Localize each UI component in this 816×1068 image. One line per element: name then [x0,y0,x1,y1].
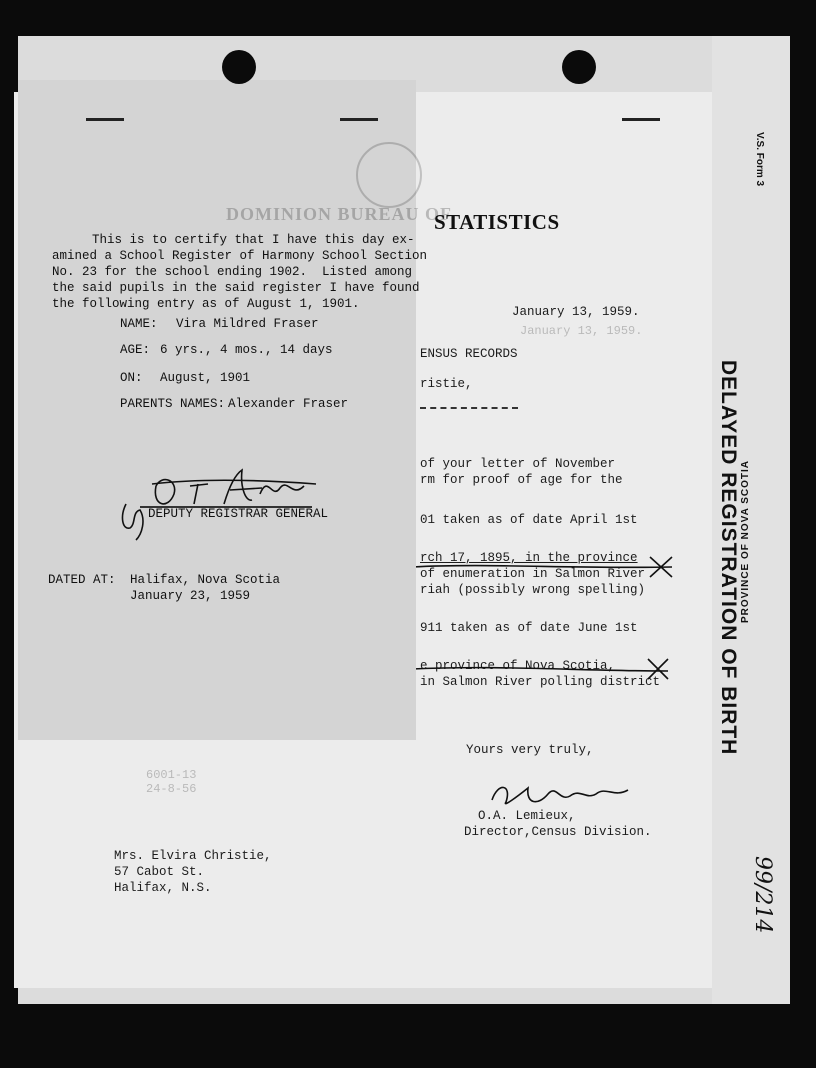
closing: Yours very truly, [466,743,594,757]
staple-1 [86,118,124,121]
strike-marks [410,555,700,685]
cert-intro-line-4: the said pupils in the said register I have found [52,281,420,295]
letter-body-line-9: in Salmon River polling district [420,675,661,689]
signature-title: Director,Census Division. [464,825,652,839]
bureau-heading-ghost: DOMINION BUREAU OF [226,204,453,224]
punch-hole-right [562,50,596,84]
letter-body-line-7: 911 taken as of date June 1st [420,621,638,635]
bureau-seal-ghost [356,142,422,208]
name-value: Vira Mildred Fraser [176,317,319,331]
name-label: NAME: [120,317,158,331]
subject-underline [420,407,518,409]
letter-body-line-8: e province of Nova Scotia, [420,659,616,673]
registrar-title: DEPUTY REGISTRAR GENERAL [148,507,329,521]
letter-body-line-1: of your letter of November [420,457,616,471]
registrar-signature [112,464,322,544]
file-ref-1: 6001-13 [146,768,197,782]
address-line-3: Halifax, N.S. [114,881,212,895]
staple-2 [340,118,378,121]
cert-intro-line-2: amined a School Register of Harmony School Section [52,249,428,263]
handwritten-number: 99/214 [750,856,775,934]
cert-intro-line-1: This is to certify that I have this day ex- [92,233,415,247]
reference-line: ENSUS RECORDS [420,347,518,361]
address-line-2: 57 Cabot St. [114,865,205,879]
form-label: V.S. Form 3 [754,132,765,187]
address-line-1: Mrs. Elvira Christie, [114,849,272,863]
dated-place: Halifax, Nova Scotia [130,573,281,587]
cert-intro-line-3: No. 23 for the school ending 1902. Listed among [52,265,413,279]
cert-intro-line-5: the following entry as of August 1, 1901. [52,297,360,311]
letter-date: January 13, 1959. [512,305,640,319]
letter-date-ghost: January 13, 1959. [520,324,643,338]
letter-title: STATISTICS [434,210,560,234]
file-ref-2: 24-8-56 [146,782,197,796]
age-label: AGE: [120,343,151,357]
subject-line: ristie, [420,377,473,391]
letter-body-line-5: of enumeration in Salmon River [420,567,646,581]
province-heading: PROVINCE OF NOVA SCOTIA [740,460,751,624]
parents-label: PARENTS NAMES: [120,397,226,411]
on-label: ON: [120,371,143,385]
letter-body-line-3: 01 taken as of date April 1st [420,513,638,527]
dated-label: DATED AT: [48,573,116,587]
dated-date: January 23, 1959 [130,589,251,603]
on-value: August, 1901 [160,371,251,385]
letter-body-line-6: riah (possibly wrong spelling) [420,583,646,597]
delayed-registration-heading: DELAYED REGISTRATION OF BIRTH [717,360,740,756]
staple-3 [622,118,660,121]
parents-value: Alexander Fraser [228,397,349,411]
letter-body-line-4: rch 17, 1895, in the province [420,551,638,565]
signature-name: O.A. Lemieux, [478,809,576,823]
punch-hole-left [222,50,256,84]
age-value: 6 yrs., 4 mos., 14 days [160,343,333,357]
letter-body-line-2: rm for proof of age for the [420,473,623,487]
